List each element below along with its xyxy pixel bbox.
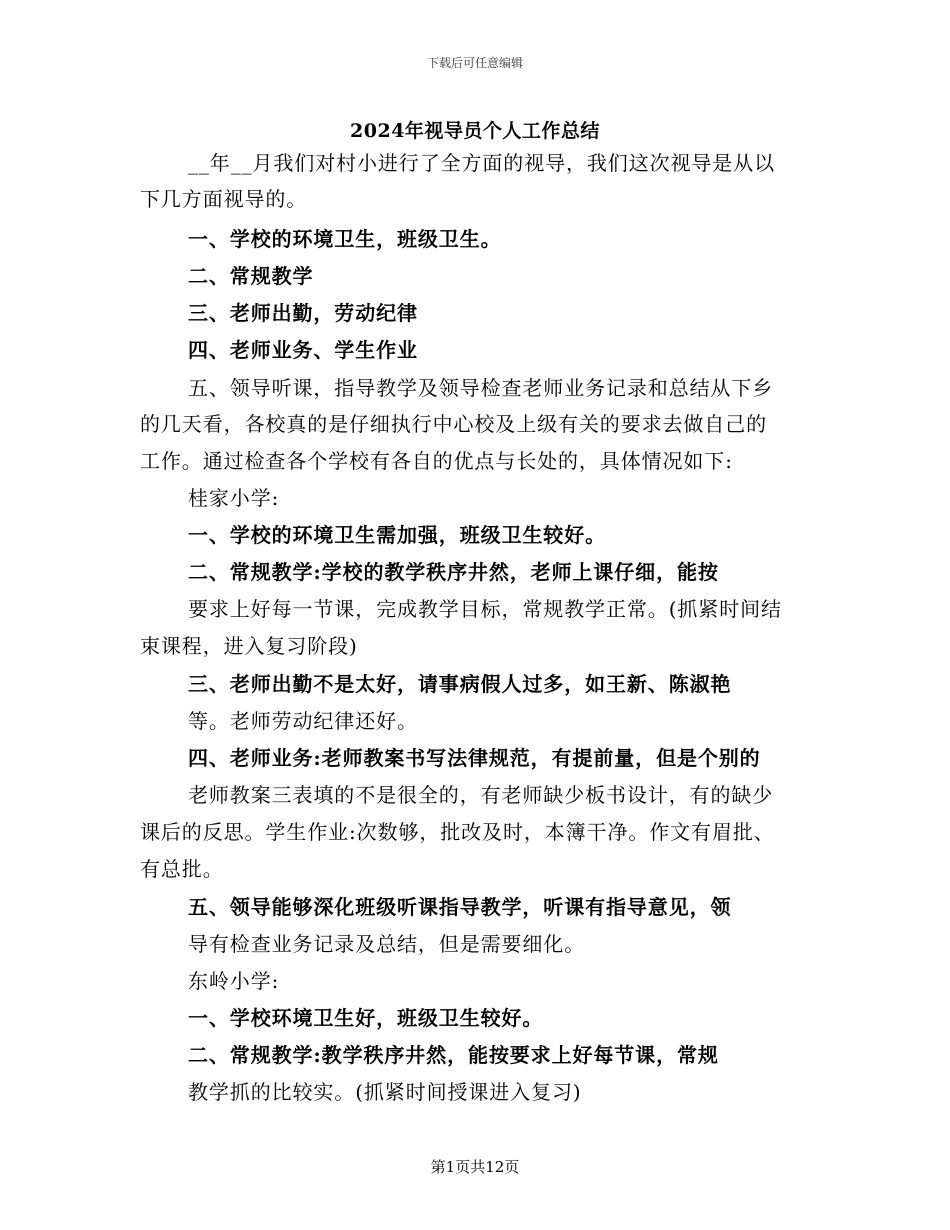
- body-line: 束课程，进入复习阶段): [140, 634, 358, 658]
- section-heading: 三、老师出勤，劳动纪律: [188, 301, 418, 325]
- body-line: 等。老师劳动纪律还好。: [188, 709, 418, 733]
- section-heading: 二、常规教学:教学秩序井然，能按要求上好每节课，常规: [188, 1043, 719, 1067]
- section-heading: 四、老师业务:老师教案书写法律规范，有提前量，但是个别的: [188, 746, 761, 770]
- body-line: 导有检查业务记录及总结，但是需要细化。: [188, 932, 586, 956]
- body-line: 课后的反思。学生作业:次数够，批改及时，本簿干净。作文有眉批、: [140, 820, 775, 844]
- header-note: 下载后可任意编辑: [426, 56, 523, 70]
- body-line: 工作。通过检查各个学校有各自的优点与长处的，具体情况如下:: [140, 449, 733, 473]
- section-heading: 二、常规教学: [188, 264, 314, 288]
- body-line: 五、领导听课，指导教学及领导检查老师业务记录和总结从下乡: [188, 376, 774, 400]
- section-heading: 二、常规教学:学校的教学秩序井然，老师上课仔细，能按: [188, 560, 719, 584]
- body-line: 教学抓的比较实。(抓紧时间授课进入复习): [188, 1080, 582, 1104]
- body-line: 下几方面视导的。: [140, 187, 308, 211]
- section-heading: 一、学校的环境卫生需加强，班级卫生较好。: [188, 523, 606, 547]
- body-line: __年__月我们对村小进行了全方面的视导，我们这次视导是从以: [188, 151, 775, 175]
- body-line: 的几天看，各校真的是仔细执行中心校及上级有关的要求去做自己的: [140, 412, 767, 436]
- body-line: 有总批。: [140, 857, 224, 881]
- school-heading: 东岭小学:: [188, 969, 280, 993]
- document-title: 2024年视导员个人工作总结: [350, 120, 600, 142]
- body-line: 要求上好每一节课，完成教学目标，常规教学正常。(抓紧时间结: [188, 597, 782, 621]
- section-heading: 四、老师业务、学生作业: [188, 338, 418, 362]
- page-number: 第1页共12页: [430, 1158, 520, 1176]
- section-heading: 五、领导能够深化班级听课指导教学，听课有指导意见，领: [188, 895, 732, 919]
- section-heading: 三、老师出勤不是太好，请事病假人过多，如王新、陈淑艳: [188, 672, 732, 696]
- section-heading: 一、学校的环境卫生，班级卫生。: [188, 227, 502, 251]
- body-line: 老师教案三表填的不是很全的，有老师缺少板书设计，有的缺少: [188, 783, 774, 807]
- school-heading: 桂家小学:: [188, 486, 280, 510]
- section-heading: 一、学校环境卫生好，班级卫生较好。: [188, 1006, 544, 1030]
